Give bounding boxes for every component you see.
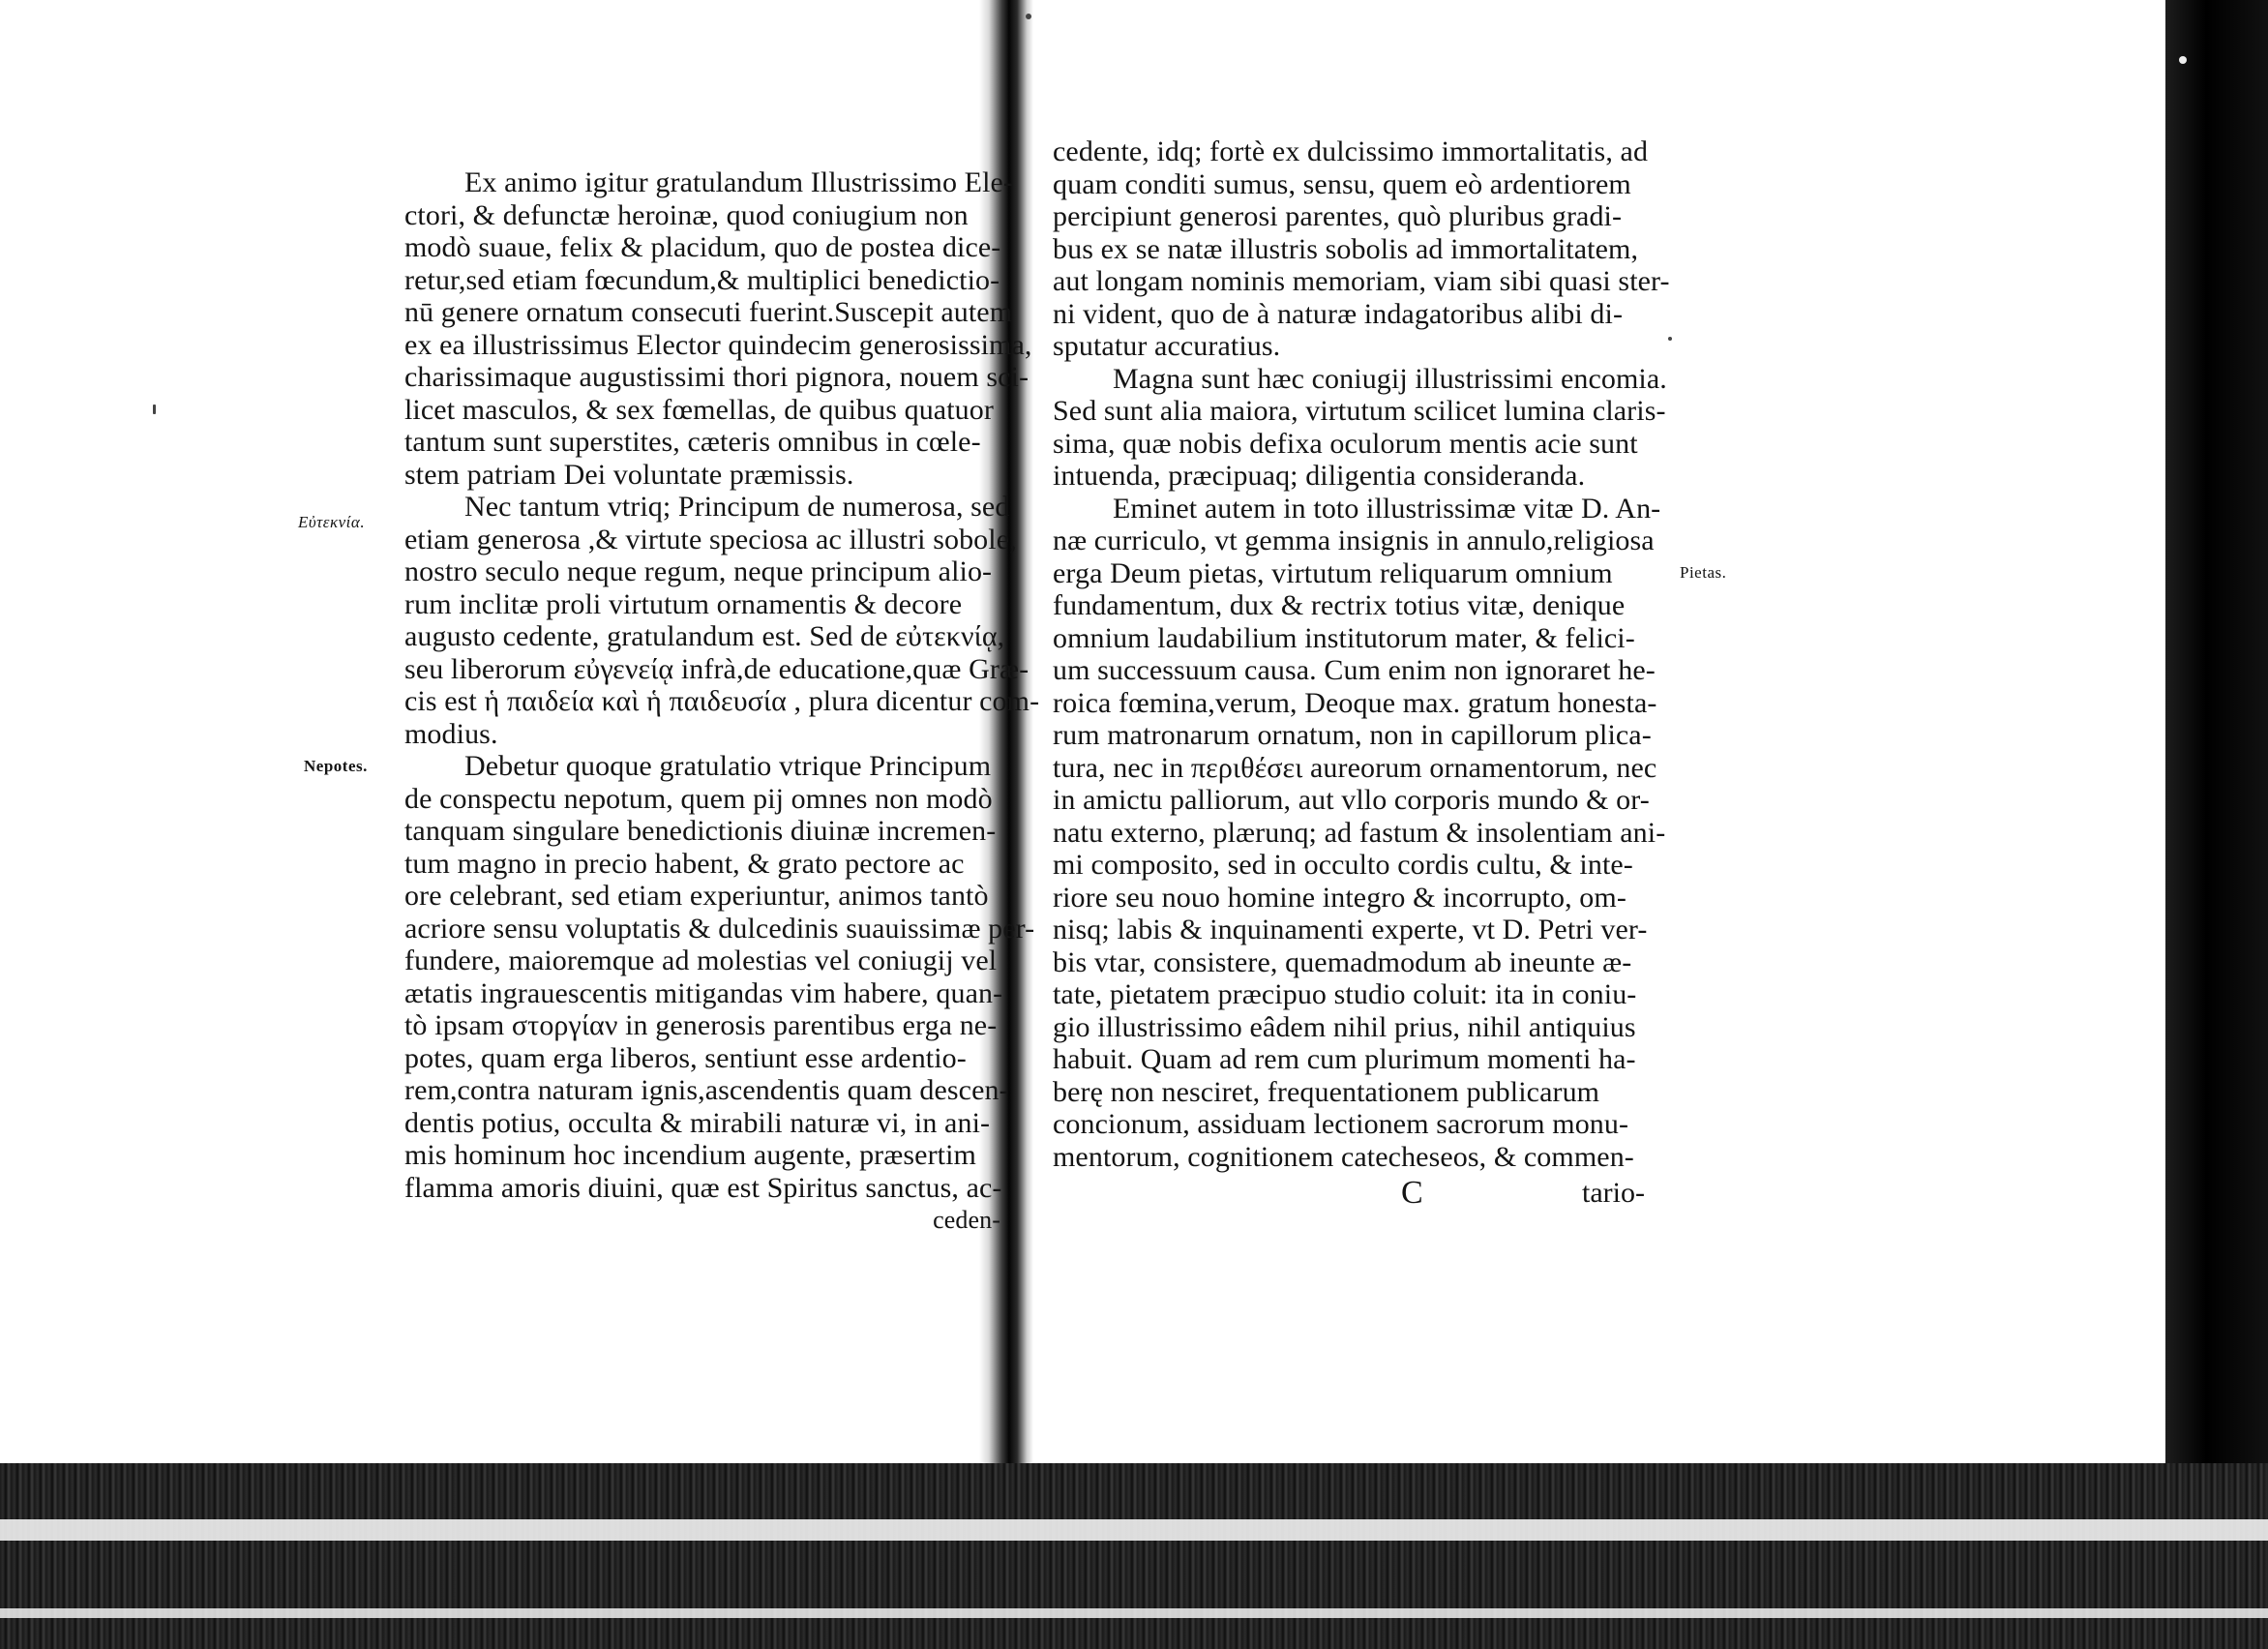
text-line: Nec tantum vtriq; Principum de numerosa, sed (464, 491, 1010, 523)
text-line: nostro seculo neque regum, neque principum alio- (404, 555, 993, 587)
paragraph (404, 750, 1035, 1237)
text-line: intuenda, præcipuaq; diligentia consideranda. (1053, 460, 1586, 492)
text-line: tate, pietatem præcipuo studio coluit: ita in coniu- (1053, 978, 1637, 1010)
text-line: percipiunt generosi parentes, quò pluribus gradi- (1053, 200, 1623, 232)
scan-speck (153, 405, 156, 414)
paragraph (404, 491, 1040, 750)
text-line: retur,sed etiam fœcundum,& multiplici benedictio- (404, 263, 1000, 296)
text-line: etiam generosa ,& virtute speciosa ac illustri sobole, (404, 523, 1017, 555)
text-line: modius. (404, 717, 498, 750)
text-line: Debetur quoque gratulatio vtrique Principum (464, 750, 992, 782)
right-page-text (1053, 135, 1670, 1173)
scan-speck (1026, 14, 1031, 19)
text-line: mis hominum hoc incendium augente, præsertim (404, 1139, 976, 1171)
text-line: erga Deum pietas, virtutum reliquarum omnium (1053, 556, 1613, 589)
paragraph (1053, 135, 1670, 363)
text-line: tanquam singulare benedictionis diuinæ incremen- (404, 815, 997, 847)
text-line: ni vident, quo de à naturæ indagatoribus alibi di- (1053, 297, 1624, 330)
margin-note-eutekneia: Εὐτεκνία. (298, 513, 366, 531)
text-line: roica fœmina,verum, Deoque max. gratum honesta- (1053, 686, 1657, 719)
catchword-left: ceden- (933, 1206, 1000, 1234)
text-line: rem,contra naturam ignis,ascendentis quam descen- (404, 1074, 1009, 1106)
text-line: seu liberorum εὐγενείᾳ infrà,de educatione,quæ Græ- (404, 652, 1030, 685)
text-line: sputatur accuratius. (1053, 330, 1281, 362)
scan-speck (1668, 337, 1672, 341)
text-line: bus ex se natæ illustris sobolis ad immortalitatem, (1053, 232, 1639, 265)
text-line: tò ipsam στοργίαν in generosis parentibus erga ne- (404, 1009, 998, 1041)
paragraph (1053, 492, 1666, 1174)
catchword-right: tario- (1582, 1177, 1645, 1209)
text-line: aut longam nominis memoriam, viam sibi quasi ster- (1053, 265, 1670, 297)
scan-edge-shadow (2165, 0, 2268, 1485)
text-line: omnium laudabilium institutorum mater, & felici- (1053, 621, 1635, 654)
text-line: habuit. Quam ad rem cum plurimum momenti ha- (1053, 1043, 1636, 1075)
text-line: fundamentum, dux & rectrix totius vitæ, denique (1053, 589, 1626, 621)
text-line: ex ea illustrissimus Elector quindecim generosissima, (404, 328, 1032, 361)
text-line: um successuum causa. Cum enim non ignoraret he- (1053, 654, 1656, 686)
text-line: sima, quæ nobis defixa oculorum mentis acie sunt (1053, 427, 1638, 460)
text-line: ætatis ingrauescentis mitigandas vim habere, quan- (404, 976, 1003, 1009)
text-line: Ex animo igitur gratulandum Illustrissimo Ele- (464, 166, 1014, 198)
text-line: tum magno in precio habent, & grato pectore ac (404, 847, 965, 880)
text-line: Magna sunt hæc coniugij illustrissimi encomia. (1113, 362, 1667, 395)
text-line: in amictu palliorum, aut vllo corporis mundo & or- (1053, 784, 1650, 816)
left-page-text (404, 166, 1040, 1237)
text-line: ore celebrant, sed etiam experiuntur, animos tantò (404, 880, 989, 912)
text-line: cedente, idq; fortè ex dulcissimo immortalitatis, ad (1053, 135, 1649, 167)
text-line: tantum sunt superstites, cæteris omnibus in cœle- (404, 426, 981, 458)
text-line: stem patriam Dei voluntate præmissis. (404, 458, 854, 491)
paragraph (1053, 362, 1667, 493)
text-line: modò suaue, felix & placidum, quo de postea dice- (404, 231, 1001, 263)
signature-mark: C (1401, 1175, 1423, 1211)
text-line: potes, quam erga liberos, sentiunt esse ardentio- (404, 1041, 967, 1074)
scan-bottom-border (0, 1463, 2268, 1649)
text-line: nū genere ornatum consecuti fuerint.Suscepit autem (404, 296, 1013, 328)
text-line: næ curriculo, vt gemma insignis in annulo,religiosa (1053, 525, 1655, 556)
text-line: cis est ἡ παιδεία καὶ ἡ παιδευσία , plura dicentur com- (404, 685, 1040, 717)
scan-speck (2179, 56, 2187, 64)
scan-light-strip (0, 1608, 2268, 1618)
text-line: fundere, maioremque ad molestias vel coniugij vel (404, 944, 998, 976)
text-line: nisq; labis & inquinamenti experte, vt D. Petri ver- (1053, 914, 1648, 945)
text-line: mentorum, cognitionem catecheseos, & commen- (1053, 1140, 1634, 1173)
text-line: concionum, assiduam lectionem sacrorum monu- (1053, 1108, 1629, 1140)
text-line: quam conditi sumus, sensu, quem eò ardentiorem (1053, 167, 1631, 200)
text-line: de conspectu nepotum, quem pij omnes non modò (404, 782, 993, 815)
text-line: Eminet autem in toto illustrissimæ vitæ D. An- (1113, 492, 1661, 525)
text-line: rum inclitæ proli virtutum ornamentis & decore (404, 587, 963, 620)
scan-light-strip (0, 1519, 2268, 1541)
text-line: Sed sunt alia maiora, virtutum scilicet lumina claris- (1053, 395, 1666, 427)
text-line: berę non nesciret, frequentationem publicarum (1053, 1075, 1600, 1108)
text-line: acriore sensu voluptatis & dulcedinis suauissimæ per- (404, 912, 1035, 944)
paragraph (404, 166, 1032, 491)
text-line: augusto cedente, gratulandum est. Sed de εὐτεκνίᾳ, (404, 620, 1005, 652)
text-line: bis vtar, consistere, quemadmodum ab ineunte æ- (1053, 945, 1632, 978)
text-line: dentis potius, occulta & mirabili naturæ vi, in ani- (404, 1106, 991, 1139)
text-line: flamma amoris diuini, quæ est Spiritus sanctus, ac- (404, 1171, 1002, 1204)
text-line: gio illustrissimo eâdem nihil prius, nihil antiquius (1053, 1010, 1636, 1043)
text-line: riore seu nouo homine integro & incorrupto, om- (1053, 881, 1626, 914)
margin-note-nepotes: Nepotes. (304, 757, 368, 775)
text-line: mi composito, sed in occulto cordis cultu, & inte- (1053, 849, 1633, 881)
text-line: rum matronarum ornatum, non in capillorum plica- (1053, 719, 1652, 751)
margin-note-pietas: Pietas. (1680, 563, 1727, 582)
text-line: natu externo, plærunq; ad fastum & insolentiam ani- (1053, 816, 1666, 849)
text-line: ctori, & defunctæ heroinæ, quod coniugium non (404, 198, 969, 231)
text-line: charissimaque augustissimi thori pignora, nouem sci- (404, 361, 1030, 393)
text-line: tura, nec in περιθέσει aureorum ornamentorum, nec (1053, 751, 1657, 784)
text-line: licet masculos, & sex fœmellas, de quibus quatuor (404, 393, 994, 426)
